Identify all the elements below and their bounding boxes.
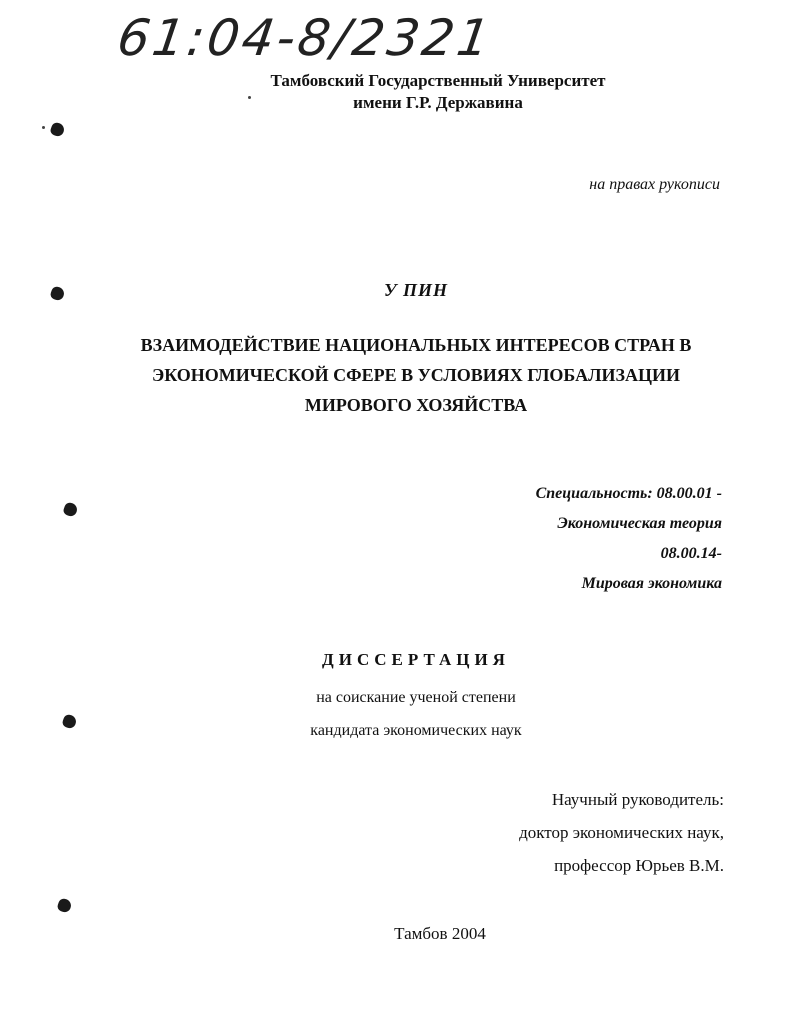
manuscript-rights-note: на правах рукописи	[589, 176, 720, 193]
city-year: Тамбов 2004	[394, 924, 486, 943]
author-name: У ПИН	[383, 280, 449, 300]
supervisor-degree: доктор экономических наук,	[519, 823, 724, 842]
degree-line-2: кандидата экономических наук	[310, 722, 522, 739]
university-named-after: имени Г.Р. Державина	[353, 93, 523, 112]
supervisor-label: Научный руководитель:	[551, 790, 724, 809]
specialty-name-2: Мировая экономика	[581, 575, 722, 592]
supervisor-name: профессор Юрьев В.М.	[554, 856, 724, 875]
degree-line-1: на соискание ученой степени	[316, 689, 516, 706]
title-line-2: ЭКОНОМИЧЕСКОЙ СФЕРЕ В УСЛОВИЯХ ГЛОБАЛИЗАЦИИ	[151, 365, 680, 385]
university-name: Тамбовский Государственный Университет	[270, 71, 606, 90]
title-line-1: ВЗАИМОДЕЙСТВИЕ НАЦИОНАЛЬНЫХ ИНТЕРЕСОВ СТРАН В	[140, 335, 692, 355]
speck-mark	[42, 126, 45, 129]
archive-code-handwritten: 61:04-8/2321	[113, 9, 497, 67]
punch-hole-mark	[49, 121, 66, 138]
dissertation-title	[100, 330, 732, 420]
punch-hole-mark	[62, 501, 79, 518]
speck-mark	[248, 96, 251, 99]
punch-hole-mark	[56, 897, 73, 914]
specialty-name-1: Экономическая теория	[557, 515, 722, 532]
specialty-label: Специальность: 08.00.01 -	[535, 485, 722, 502]
title-line-3: МИРОВОГО ХОЗЯЙСТВА	[304, 395, 528, 415]
dissertation-heading: ДИССЕРТАЦИЯ	[322, 650, 510, 669]
specialty-code-2: 08.00.14-	[660, 545, 722, 562]
